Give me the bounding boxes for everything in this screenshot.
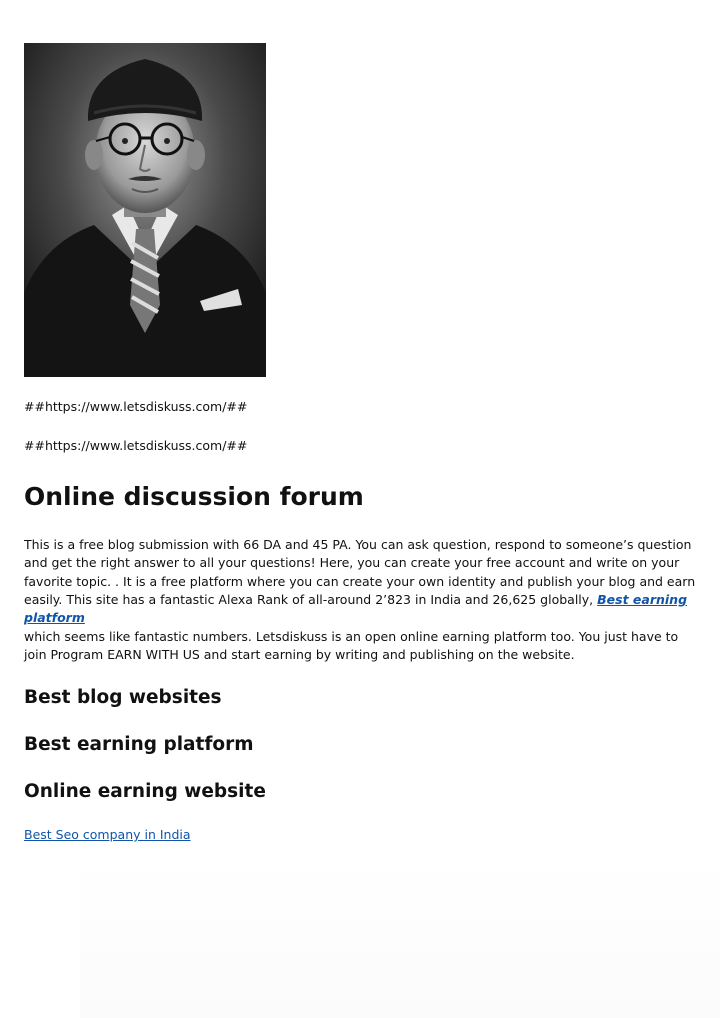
page-title: Online discussion forum [24, 482, 364, 511]
heading-best-earning-platform: Best earning platform [24, 734, 254, 755]
intro-paragraph-text: This is a free blog submission with 66 DA and 45 PA. You can ask question, respond to someone’s question and get the right answer to all your questions! Here, you can create your free account and write on your favorite topic. . It is a free platform where you can create your own identity and publish your blog and earn easily. This site has a fantastic Alexa Rank of all-around 2’823 in India and 26,625 globally, [24, 537, 696, 607]
background-shade [80, 860, 720, 1018]
best-earning-platform-link[interactable]: Best earning platform [24, 591, 688, 626]
portrait-photo [24, 43, 266, 377]
intro-paragraph [24, 536, 700, 627]
second-paragraph: which seems like fantastic numbers. Letsdiskuss is an open online earning platform too. You just have to join Program EARN WITH US and start earning by writing and publishing on the website. [24, 629, 679, 663]
url-line-2: ##https://www.letsdiskuss.com/## [24, 438, 248, 453]
url-line-1: ##https://www.letsdiskuss.com/## [24, 399, 248, 414]
seo-company-link[interactable]: Best Seo company in India [24, 827, 191, 842]
heading-best-blog-websites: Best blog websites [24, 687, 222, 708]
heading-online-earning-website: Online earning website [24, 781, 266, 802]
